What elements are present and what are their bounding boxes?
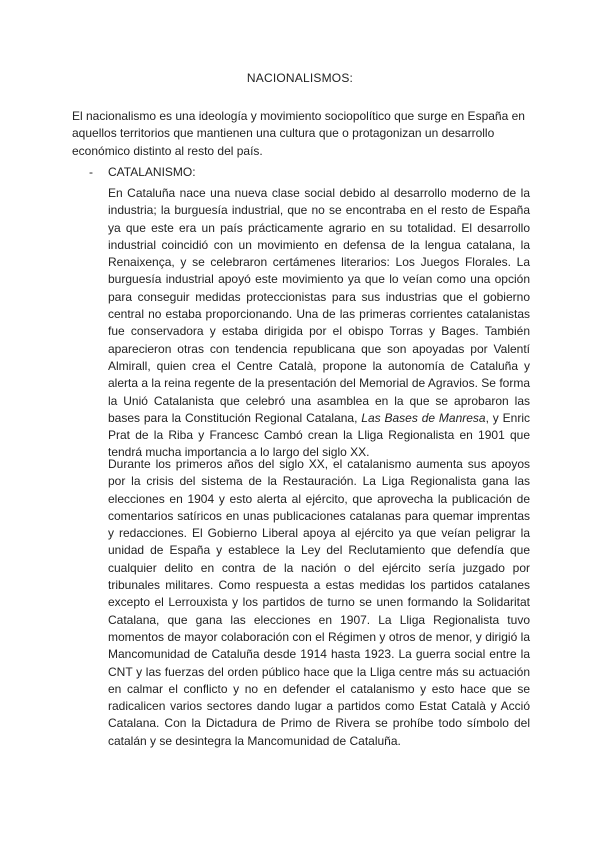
paragraph-1-text-end: , y Enric Prat de la Riba y Francesc Cambó crean la Lliga Regionalista en 1901 que tendrá mucha importancia a lo largo del siglo XX. — [108, 410, 530, 460]
paragraph-1-italic-title: Las Bases de Manresa — [361, 410, 486, 425]
catalanismo-paragraph-1 — [108, 185, 530, 462]
intro-paragraph: El nacionalismo es una ideología y movimiento sociopolítico que surge en España en aquellos territorios que mantienen una cultura que o protagonizan un desarrollo económico distinto al resto del país. — [72, 109, 525, 158]
page-title: NACIONALISMOS: — [246, 71, 354, 85]
paragraph-1-text-start: En Cataluña nace una nueva clase social debido al desarrollo moderno de la industria; la burguesía industrial, que no se encontraba en el resto de España ya que este era un país prácticamente agrario en su totalidad. El desarrollo industrial coincidió con un movimiento en defensa de la lengua catalana, la Renaixença, y se celebraron certámenes literarios: Los Juegos Florales. La burguesía industrial apoyó este movimiento ya que lo veían como una opción para conseguir medidas proteccionistas para sus industrias que el gobierno central no estaba proporcionando. Una de las primeras corrientes catalanistas fue conservadora y estaba dirigida por el obispo Torras y Bages. También aparecieron otras con tendencia republicana que son apoyadas por Valentí Almirall, quien crea el Centre Català, propone la autonomía de Cataluña y alerta a la reina regente de la presentación del Memorial de Agravios. Se forma la Unió Catalanista que celebró una asamblea en la que se aprobaron las bases para la Constitución Regional Catalana, — [108, 186, 530, 425]
bullet-dash: - — [89, 165, 93, 179]
catalanismo-paragraph-2: Durante los primeros años del siglo XX, el catalanismo aumenta sus apoyos por la crisis del sistema de la Restauración. La Liga Regionalista gana las elecciones en 1904 y esto alerta al ejército, que aprovecha la publicación de comentarios satíricos en unas publicaciones catalanas para quemar imprentas y redacciones. El Gobierno Liberal apoya al ejército ya que veían peligrar la unidad de España y establece la Ley del Reclutamiento que defendía que cualquier delito en contra de la nación o del ejército sería juzgado por tribunales militares. Como respuesta a estas medidas los partidos catalanes excepto el Lerrouxista y los partidos de turno se unen formando la Solidaritat Catalana, que gana las elecciones en 1907. La Lliga Regionalista tuvo momentos de mayor colaboración con el Régimen y otros de menor, y dirigió la Mancomunidad de Cataluña desde 1914 hasta 1923. La guerra social entre la CNT y las fuerzas del orden público hace que la Lliga centre más su actuación en calmar el conflicto y no en defender el catalanismo y esto hace que se radicalicen varios sectores dando lugar a partidos como Estat Català y Acció Catalana. Con la Dictadura de Primo de Rivera se prohíbe todo símbolo del catalán y se desintegra la Mancomunidad de Cataluña. — [108, 457, 530, 748]
section-heading: CATALANISMO: — [108, 165, 196, 179]
